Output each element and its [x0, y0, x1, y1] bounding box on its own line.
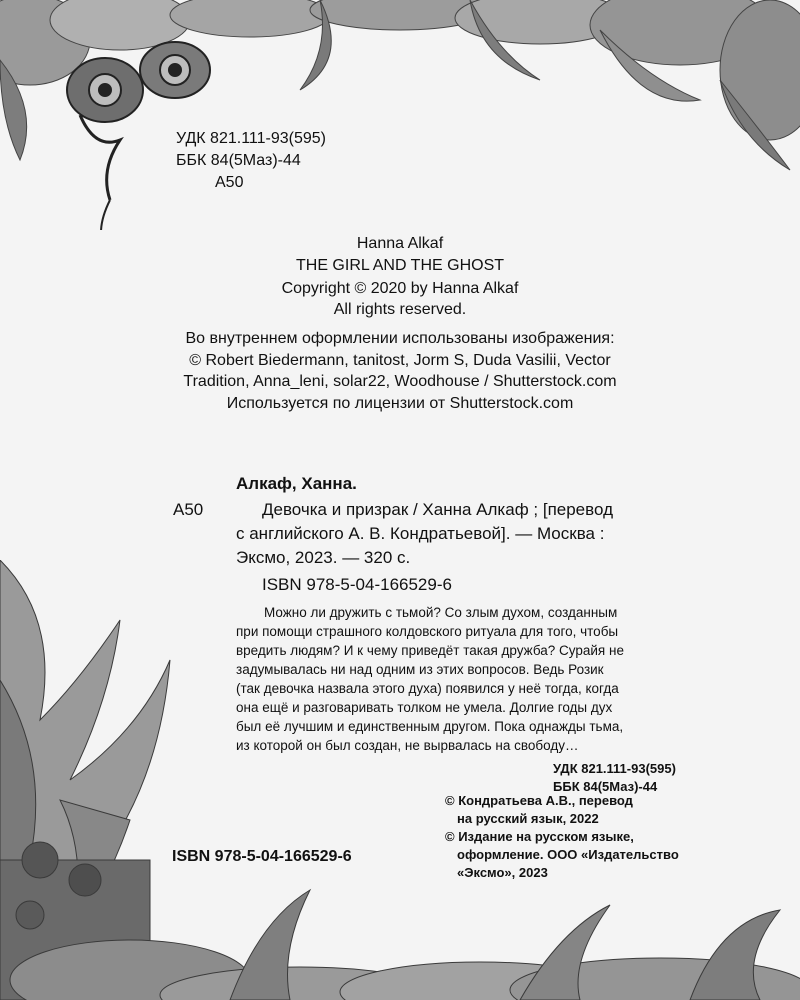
- catalog-mark: А50: [173, 500, 204, 519]
- annotation-line: из которой он был создан, не вырвалась на свободу…: [236, 738, 579, 753]
- annotation-line: Можно ли дружить с тьмой? Со злым духом, созданным: [264, 605, 618, 620]
- image-credits-line: © Robert Biedermann, tanitost, Jorm S, Duda Vasilii, Vector: [189, 352, 611, 369]
- jungle-foliage-top-illustration: [0, 0, 800, 230]
- copyright-line: «Эксмо», 2023: [457, 865, 548, 880]
- copyright-line: © Издание на русском языке,: [445, 829, 634, 844]
- annotation-line: задумывалась ни над одним из этих вопросов. Ведь Розик: [236, 662, 604, 677]
- header-bbk-code: ББК 84(5Маз)-44: [176, 152, 301, 169]
- catalog-description-line: Девочка и призрак / Ханна Алкаф ; [перевод: [262, 500, 613, 519]
- copyright-line: © Кондратьева А.В., перевод: [445, 793, 633, 808]
- footer-bbk-code: ББК 84(5Маз)-44: [553, 779, 658, 794]
- footer-udk-code: УДК 821.111-93(595): [553, 761, 676, 776]
- catalog-description-line: Эксмо, 2023. — 320 с.: [236, 548, 411, 567]
- annotation-line: был её лучшим и единственным другом. Пока однажды тьма,: [236, 719, 624, 734]
- catalog-description-line: с английского А. В. Кондратьевой]. — Москва :: [236, 524, 605, 543]
- original-title: THE GIRL AND THE GHOST: [295, 257, 505, 274]
- copyright-line: оформление. ООО «Издательство: [457, 847, 679, 862]
- header-udk-code: УДК 821.111-93(595): [176, 130, 326, 147]
- image-credits-line: Tradition, Anna_leni, solar22, Woodhouse / Shutterstock.com: [183, 373, 617, 390]
- image-credits-line: Используется по лицензии от Shutterstock.com: [226, 395, 574, 412]
- annotation-line: вредить людям? И к чему приведёт такая дружба? Сурайя не: [236, 643, 624, 658]
- image-credits-line: Во внутреннем оформлении использованы изображения:: [185, 330, 615, 347]
- annotation-line: при помощи страшного колдовского ритуала для того, чтобы: [236, 624, 619, 639]
- annotation-line: (так девочка назвала этого духа) появился у неё тогда, когда: [236, 681, 619, 696]
- original-author: Hanna Alkaf: [356, 235, 444, 252]
- isbn-bottom: ISBN 978-5-04-166529-6: [172, 848, 352, 865]
- header-author-mark: А50: [215, 174, 244, 191]
- annotation-line: она ещё и разговаривать толком не умела. Долгие годы дух: [236, 700, 613, 715]
- original-copyright: Copyright © 2020 by Hanna Alkaf: [281, 280, 519, 297]
- original-rights: All rights reserved.: [333, 301, 467, 318]
- catalog-heading: Алкаф, Ханна.: [236, 474, 357, 493]
- copyright-line: на русский язык, 2022: [457, 811, 599, 826]
- catalog-isbn: ISBN 978-5-04-166529-6: [262, 575, 452, 594]
